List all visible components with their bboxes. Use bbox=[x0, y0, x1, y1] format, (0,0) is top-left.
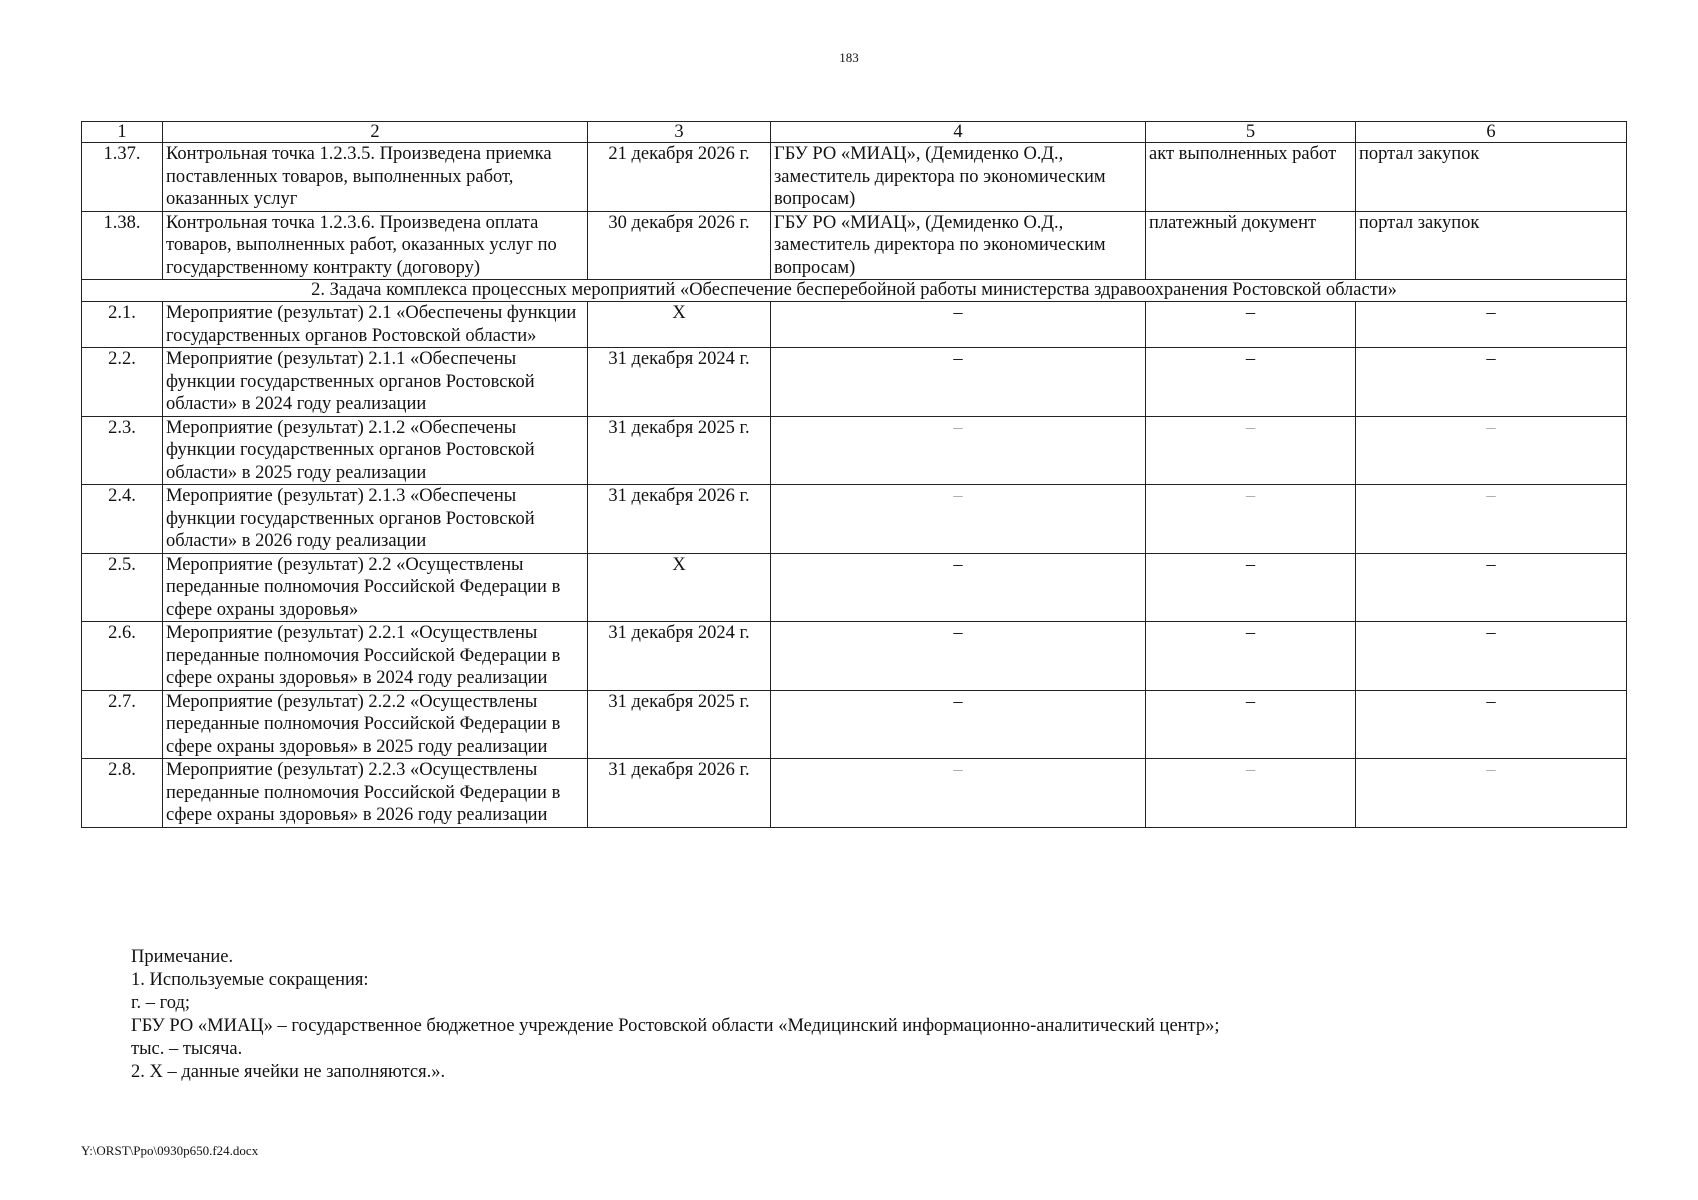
row-date: 31 декабря 2025 г. bbox=[588, 416, 771, 485]
row-document: – bbox=[1146, 553, 1356, 622]
row-responsible: – bbox=[771, 622, 1146, 691]
row-name: Мероприятие (результат) 2.2.1 «Осуществлены переданные полномочия Российской Федерации в сфере охраны здоровья» в 2024 году реализации bbox=[163, 622, 588, 691]
row-number: 1.37. bbox=[82, 143, 163, 212]
table-row bbox=[82, 553, 1627, 622]
table-row bbox=[82, 485, 1627, 554]
row-system: – bbox=[1356, 302, 1627, 348]
row-document: – bbox=[1146, 348, 1356, 417]
row-name: Мероприятие (результат) 2.2 «Осуществлены переданные полномочия Российской Федерации в сфере охраны здоровья» bbox=[163, 553, 588, 622]
row-responsible: – bbox=[771, 485, 1146, 554]
notes-line: г. – год; bbox=[131, 993, 191, 1013]
row-name: Мероприятие (результат) 2.1.1 «Обеспечены функции государственных органов Ростовской области» в 2024 году реализации bbox=[163, 348, 588, 417]
row-date: 31 декабря 2024 г. bbox=[588, 622, 771, 691]
row-name: Контрольная точка 1.2.3.6. Произведена оплата товаров, выполненных работ, оказанных услуг по государственному контракту (договору) bbox=[163, 211, 588, 280]
section-row bbox=[82, 280, 1627, 302]
row-number: 2.1. bbox=[82, 302, 163, 348]
row-date: 21 декабря 2026 г. bbox=[588, 143, 771, 212]
notes-block bbox=[131, 946, 1220, 1084]
row-system: – bbox=[1356, 690, 1627, 759]
row-document: – bbox=[1146, 302, 1356, 348]
row-responsible: – bbox=[771, 348, 1146, 417]
table-row bbox=[82, 622, 1627, 691]
row-name: Мероприятие (результат) 2.2.3 «Осуществлены переданные полномочия Российской Федерации в сфере охраны здоровья» в 2026 году реализации bbox=[163, 759, 588, 828]
row-name: Мероприятие (результат) 2.2.2 «Осуществлены переданные полномочия Российской Федерации в сфере охраны здоровья» в 2025 году реализации bbox=[163, 690, 588, 759]
row-date: 31 декабря 2026 г. bbox=[588, 485, 771, 554]
row-system: портал закупок bbox=[1356, 211, 1627, 280]
row-responsible: – bbox=[771, 553, 1146, 622]
table-row bbox=[82, 690, 1627, 759]
row-responsible: ГБУ РО «МИАЦ», (Демиденко О.Д., заместитель директора по экономическим вопросам) bbox=[771, 211, 1146, 280]
row-document: – bbox=[1146, 690, 1356, 759]
header-col-4: 4 bbox=[771, 122, 1146, 143]
row-date: 31 декабря 2024 г. bbox=[588, 348, 771, 417]
row-responsible: – bbox=[771, 690, 1146, 759]
notes-line: 1. Используемые сокращения: bbox=[131, 970, 369, 990]
row-number: 2.6. bbox=[82, 622, 163, 691]
table-row bbox=[82, 211, 1627, 280]
row-name: Мероприятие (результат) 2.1.2 «Обеспечены функции государственных органов Ростовской области» в 2025 году реализации bbox=[163, 416, 588, 485]
row-number: 2.8. bbox=[82, 759, 163, 828]
row-date: 31 декабря 2025 г. bbox=[588, 690, 771, 759]
row-document: платежный документ bbox=[1146, 211, 1356, 280]
header-col-3: 3 bbox=[588, 122, 771, 143]
header-col-2: 2 bbox=[163, 122, 588, 143]
row-system: – bbox=[1356, 348, 1627, 417]
row-number: 2.2. bbox=[82, 348, 163, 417]
row-system: – bbox=[1356, 485, 1627, 554]
row-number: 2.4. bbox=[82, 485, 163, 554]
row-date: Х bbox=[588, 553, 771, 622]
row-document: – bbox=[1146, 622, 1356, 691]
row-document: – bbox=[1146, 759, 1356, 828]
table-header-row bbox=[82, 122, 1627, 143]
row-document: – bbox=[1146, 416, 1356, 485]
row-responsible: ГБУ РО «МИАЦ», (Демиденко О.Д., заместитель директора по экономическим вопросам) bbox=[771, 143, 1146, 212]
table-row bbox=[82, 416, 1627, 485]
row-name: Мероприятие (результат) 2.1 «Обеспечены функции государственных органов Ростовской области» bbox=[163, 302, 588, 348]
row-date: 30 декабря 2026 г. bbox=[588, 211, 771, 280]
row-date: 31 декабря 2026 г. bbox=[588, 759, 771, 828]
row-system: – bbox=[1356, 553, 1627, 622]
row-system: – bbox=[1356, 416, 1627, 485]
row-document: акт выполненных работ bbox=[1146, 143, 1356, 212]
header-col-6: 6 bbox=[1356, 122, 1627, 143]
notes-line: ГБУ РО «МИАЦ» – государственное бюджетное учреждение Ростовской области «Медицинский информационно-аналитический центр»; bbox=[131, 1016, 1220, 1036]
table-row bbox=[82, 302, 1627, 348]
notes-line: тыс. – тысяча. bbox=[131, 1039, 243, 1059]
table-row bbox=[82, 759, 1627, 828]
row-number: 1.38. bbox=[82, 211, 163, 280]
file-path-footer: Y:\ORST\Ppo\0930p650.f24.docx bbox=[81, 1143, 259, 1158]
row-responsible: – bbox=[771, 759, 1146, 828]
row-system: – bbox=[1356, 759, 1627, 828]
notes-line: 2. Х – данные ячейки не заполняются.». bbox=[131, 1062, 446, 1082]
row-document: – bbox=[1146, 485, 1356, 554]
row-name: Мероприятие (результат) 2.1.3 «Обеспечены функции государственных органов Ростовской области» в 2026 году реализации bbox=[163, 485, 588, 554]
notes-heading: Примечание. bbox=[131, 947, 234, 967]
table-row bbox=[82, 348, 1627, 417]
row-name: Контрольная точка 1.2.3.5. Произведена приемка поставленных товаров, выполненных работ, оказанных услуг bbox=[163, 143, 588, 212]
header-col-1: 1 bbox=[82, 122, 163, 143]
row-number: 2.3. bbox=[82, 416, 163, 485]
section-title: 2. Задача комплекса процессных мероприятий «Обеспечение бесперебойной работы министерства здравоохранения Ростовской области» bbox=[82, 280, 1627, 302]
row-number: 2.7. bbox=[82, 690, 163, 759]
table-row bbox=[82, 143, 1627, 212]
row-responsible: – bbox=[771, 416, 1146, 485]
header-col-5: 5 bbox=[1146, 122, 1356, 143]
page-number: 183 bbox=[839, 50, 859, 65]
row-date: Х bbox=[588, 302, 771, 348]
row-responsible: – bbox=[771, 302, 1146, 348]
control-points-table bbox=[81, 121, 1627, 828]
row-system: портал закупок bbox=[1356, 143, 1627, 212]
row-number: 2.5. bbox=[82, 553, 163, 622]
row-system: – bbox=[1356, 622, 1627, 691]
